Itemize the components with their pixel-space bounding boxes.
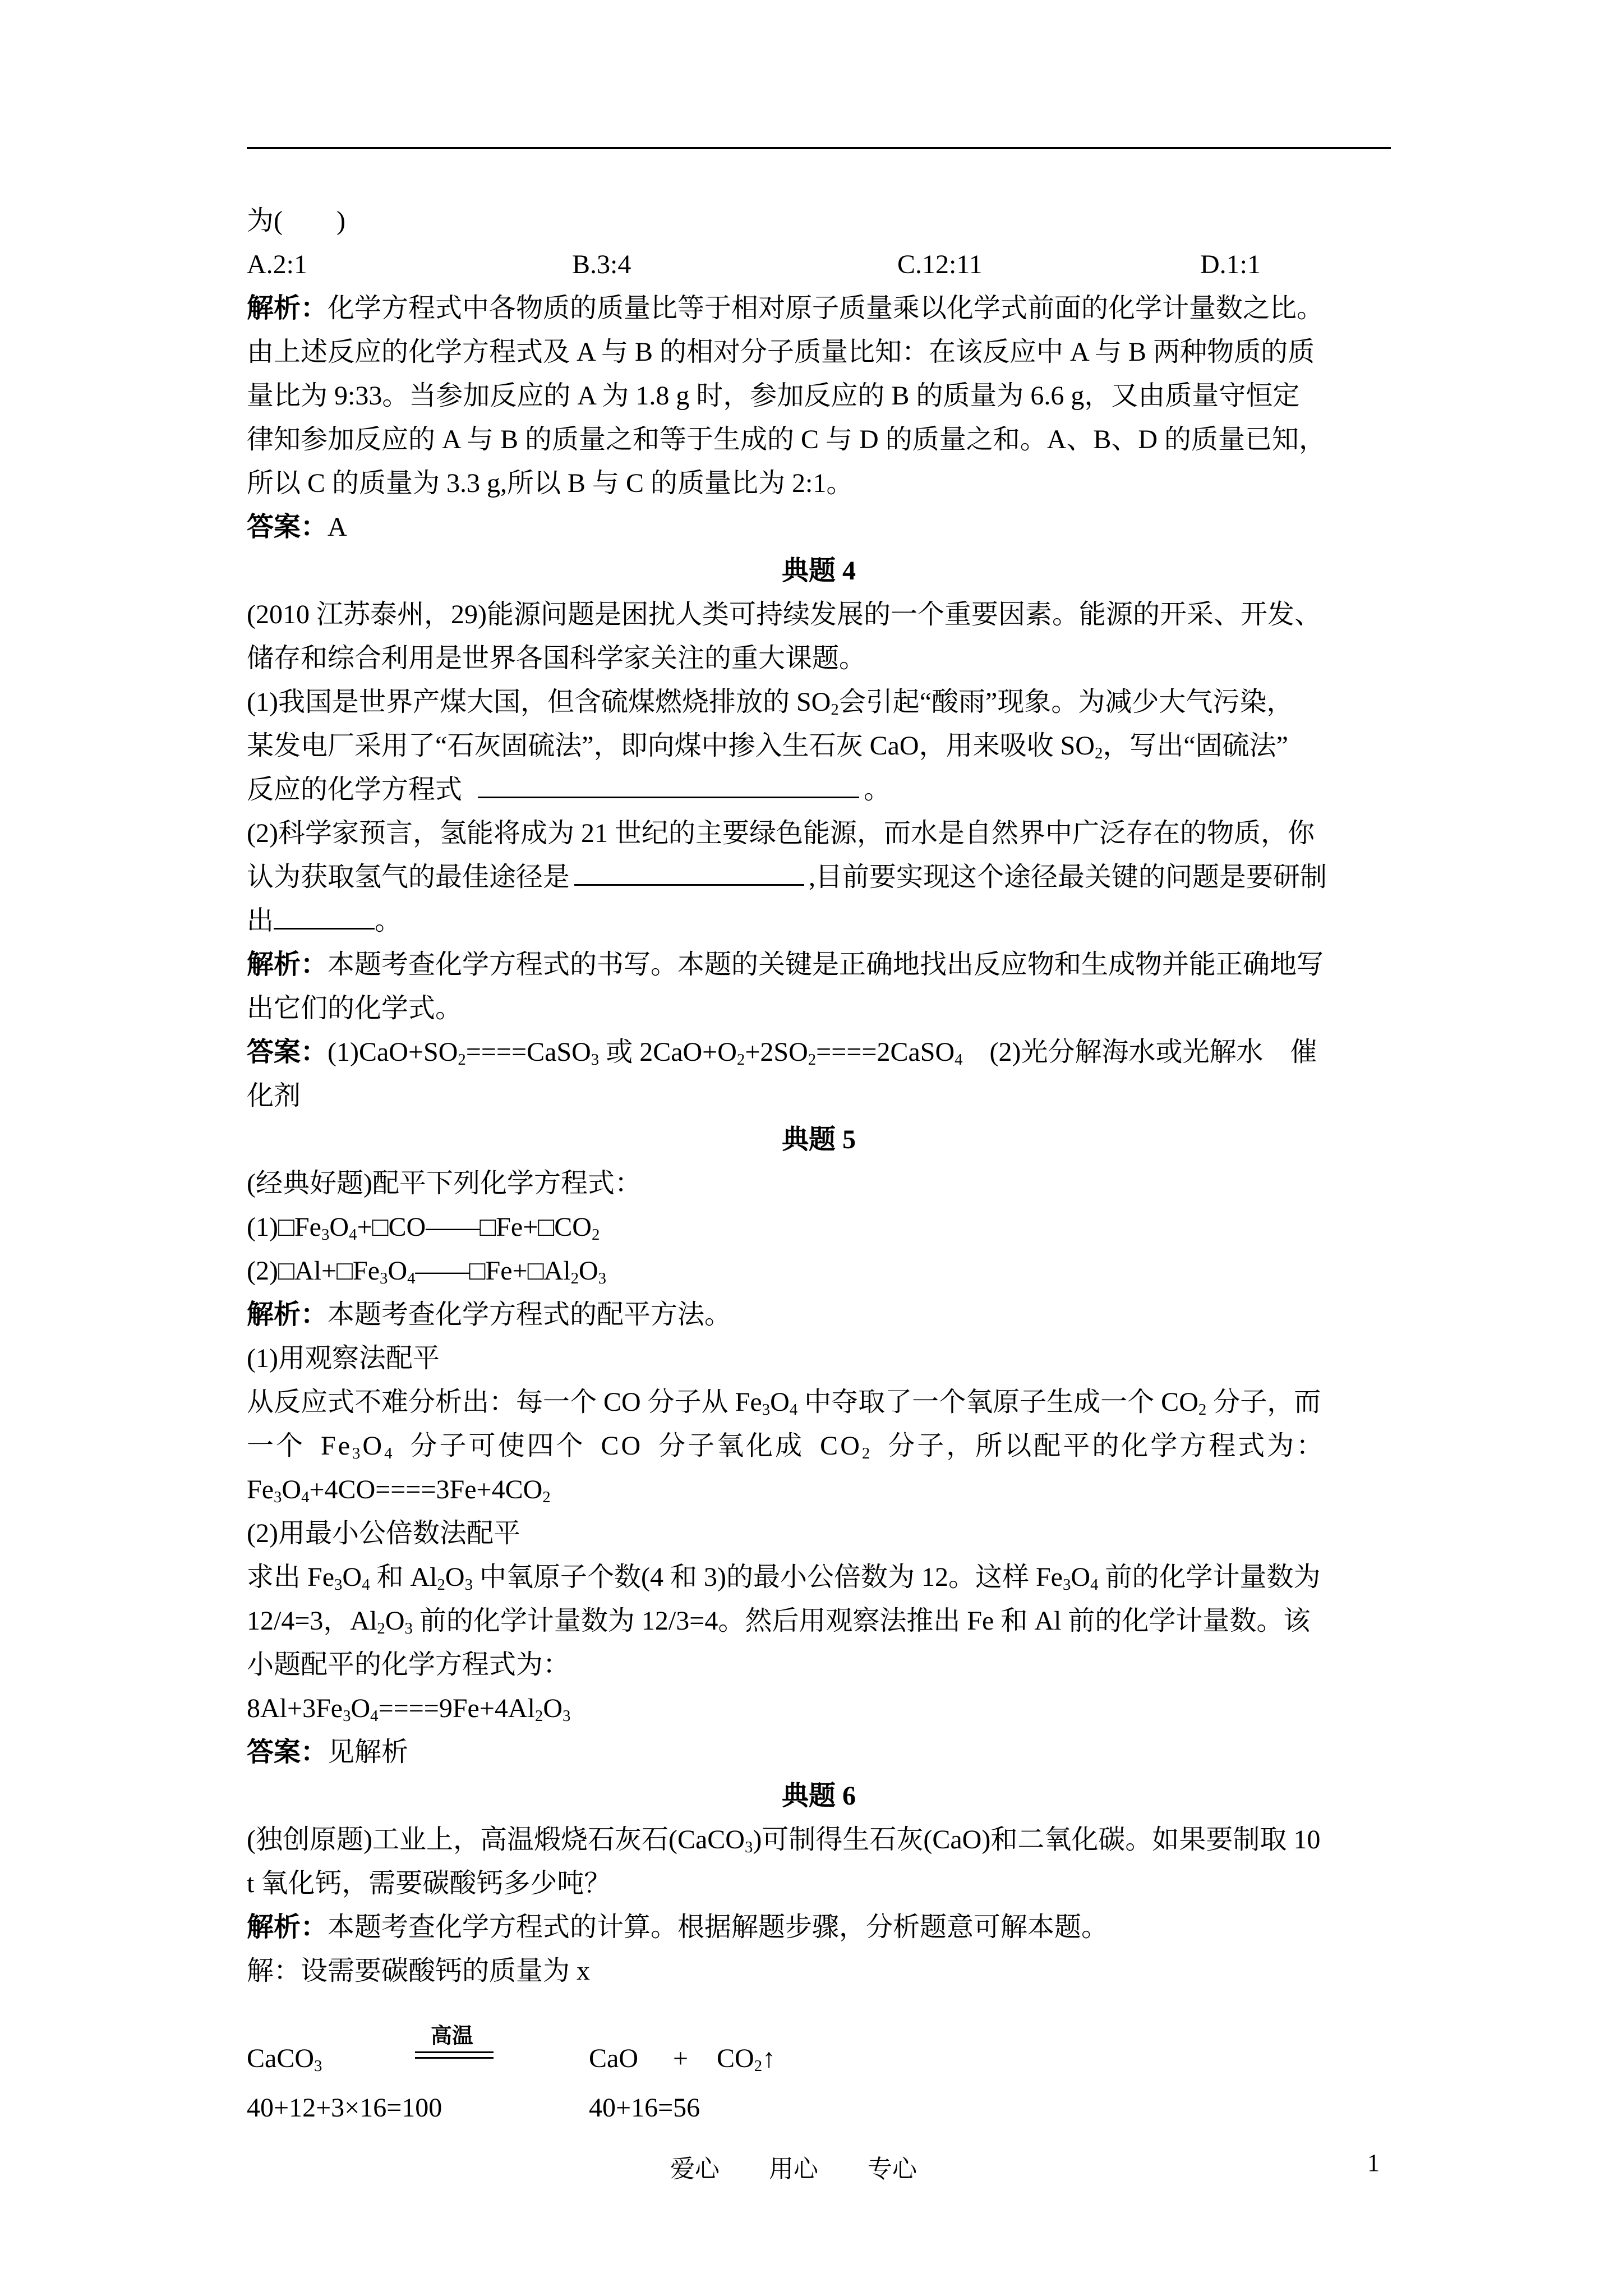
footer-motto: 爱心 用心 专心 — [670, 2155, 917, 2183]
gas-arrow-icon: ↑ — [762, 2044, 776, 2073]
q5-method-2-text: 小题配平的化学方程式为： — [247, 1650, 570, 1680]
q4-part1: (1)我国是世界产煤大国，但含硫煤燃烧排放的 $SO_2$会引起“酸雨”现象。为减少大气污染， — [247, 687, 1294, 719]
answer-blank[interactable] — [574, 856, 804, 886]
q5-method-2-title: (2)用最小公倍数法配平 — [247, 1519, 520, 1548]
header-rule — [247, 147, 1391, 149]
q5-answer: 答案：见解析 — [247, 1737, 409, 1767]
q5-analysis: 解析：本题考查化学方程式的配平方法。 — [247, 1300, 732, 1329]
q6-intro: t 氧化钙，需要碳酸钙多少吨？ — [247, 1869, 611, 1898]
q3-analysis: 解析：化学方程式中各物质的质量比等于相对原子质量乘以化学式前面的化学计量数之比。 — [247, 293, 1324, 323]
q4-intro: (2010 江苏泰州，29)能源问题是困扰人类可持续发展的一个重要因素。能源的开采、开发、 — [247, 600, 1321, 629]
answer-blank[interactable] — [274, 900, 375, 930]
q5-intro: (经典好题)配平下列化学方程式： — [247, 1168, 642, 1198]
option-b: B.3:4 — [572, 250, 631, 279]
q6-solution-intro: 解：设需要碳酸钙的质量为 x — [247, 1956, 591, 1986]
analysis-label: 解析： — [247, 950, 328, 979]
q5-method-1-text: 一个 $Fe_3O_4$ 分子可使四个 CO 分子氧化成 $CO_2$ 分子，所以配平的化学方程式为： — [247, 1431, 1326, 1463]
option-a: A.2:1 — [247, 250, 307, 279]
answer-label: 答案： — [247, 1737, 328, 1767]
page-number: 1 — [1367, 2149, 1380, 2177]
q3-analysis-line: 由上述反应的化学方程式及 A 与 B 的相对分子质量比知：在该反应中 A 与 B 两种物质的质 — [247, 337, 1315, 367]
q3-options — [247, 243, 1391, 287]
q3-analysis-line: 律知参加反应的 A 与 B 的质量之和等于生成的 C 与 D 的质量之和。A、B、D 的质量已知， — [247, 425, 1326, 454]
product-2: $CO_2↑$ — [717, 2044, 776, 2076]
analysis-label: 解析： — [247, 293, 328, 323]
q4-analysis-line: 出它们的化学式。 — [247, 993, 463, 1023]
q3-analysis-line: 所以 C 的质量为 3.3 g,所以 B 与 C 的质量比为 2:1。 — [247, 468, 854, 498]
q5-method-1-text: 从反应式不难分析出：每一个 CO 分子从 $Fe_3O_4$ 中夺取了一个氧原子生成一个 $CO_2$ 分子，而 — [247, 1387, 1321, 1419]
analysis-label: 解析： — [247, 1912, 328, 1942]
q4-analysis: 解析：本题考查化学方程式的书写。本题的关键是正确地找出反应物和生成物并能正确地写 — [247, 950, 1324, 979]
q4-part2: (2)科学家预言，氢能将成为 21 世纪的主要绿色能源，而水是自然界中广泛存在的物质，你 — [247, 818, 1315, 848]
reaction-condition: 高温 — [431, 2024, 474, 2048]
q4-heading: 典题 4 — [781, 556, 856, 586]
q4-answer: 答案：$(1)CaO+SO_2====CaSO_3$ 或 $2CaO+O_2+2SO_2====2CaSO_4$ (2)光分解海水或光解水 催 — [247, 1037, 1317, 1069]
q3-analysis-line: 量比为 9:33。当参加反应的 A 为 1.8 g 时，参加反应的 B 的质量为 6.6 g，又由质量守恒定 — [247, 381, 1300, 411]
q3-answer: 答案：A — [247, 512, 347, 542]
q6-reaction-equation — [247, 2010, 1391, 2123]
q6-heading: 典题 6 — [781, 1781, 856, 1811]
plus-sign: + — [673, 2044, 689, 2073]
q3-stem-tail: 为( ) — [247, 206, 345, 236]
q5-method-2-text: 12/4=3，$Al_2O_3$ 前的化学计量数为 12/3=4。然后用观察法推出 Fe 和 Al 前的化学计量数。该 — [247, 1606, 1311, 1638]
q4-intro: 储存和综合利用是世界各国科学家关注的重大课题。 — [247, 643, 866, 673]
product-molar-mass: 40+16=56 — [589, 2093, 700, 2123]
product-1: CaO — [589, 2044, 638, 2073]
q5-method-1-equation: $Fe_3O_4+4CO====3Fe+4CO_2$ — [247, 1475, 551, 1507]
q6-analysis: 解析：本题考查化学方程式的计算。根据解题步骤，分析题意可解本题。 — [247, 1912, 1109, 1942]
reactant-molar-mass: 40+12+3×16=100 — [247, 2093, 442, 2123]
page-content — [247, 199, 1391, 2123]
q4-part1: 反应的化学方程式 。 — [247, 768, 1391, 812]
q5-method-2-equation: $8Al+3Fe_3O_4====9Fe+4Al_2O_3$ — [247, 1694, 571, 1726]
q4-part2: 认为获取氢气的最佳途径是 ,目前要实现这个途径最关键的问题是要研制 — [247, 855, 1391, 899]
q4-answer-line: 化剂 — [247, 1081, 301, 1111]
answer-label: 答案： — [247, 1037, 328, 1067]
q5-heading: 典题 5 — [781, 1125, 856, 1154]
analysis-label: 解析： — [247, 1300, 328, 1329]
q4-part1: 某发电厂采用了“石灰固硫法”，即向煤中掺入生石灰 CaO，用来吸收 $SO_2$，写出“固硫法” — [247, 731, 1288, 763]
reactant: CaCO$_3$ — [247, 2044, 322, 2076]
q6-intro: (独创原题)工业上，高温煅烧石灰石(CaCO$_3$)可制得生石灰(CaO)和二氧化碳。如果要制取 10 — [247, 1825, 1321, 1857]
q5-method-2-text: 求出 $Fe_3O_4$ 和 $Al_2O_3$ 中氧原子个数(4 和 3)的最小公倍数为 12。这样 $Fe_3O_4$ 前的化学计量数为 — [247, 1562, 1321, 1594]
answer-label: 答案： — [247, 512, 328, 542]
answer-blank[interactable] — [478, 769, 859, 798]
q4-part2: 出 。 — [247, 899, 1391, 943]
q5-equation-2: $(2)□Al+□Fe_3O_4——□Fe+□Al_2O_3$ — [247, 1256, 607, 1288]
option-c: C.12:11 — [897, 250, 983, 279]
q5-equation-1: $(1)□Fe_3O_4+□CO——□Fe+□CO_2$ — [247, 1212, 600, 1244]
option-d: D.1:1 — [1200, 250, 1261, 279]
q5-method-1-title: (1)用观察法配平 — [247, 1343, 440, 1373]
